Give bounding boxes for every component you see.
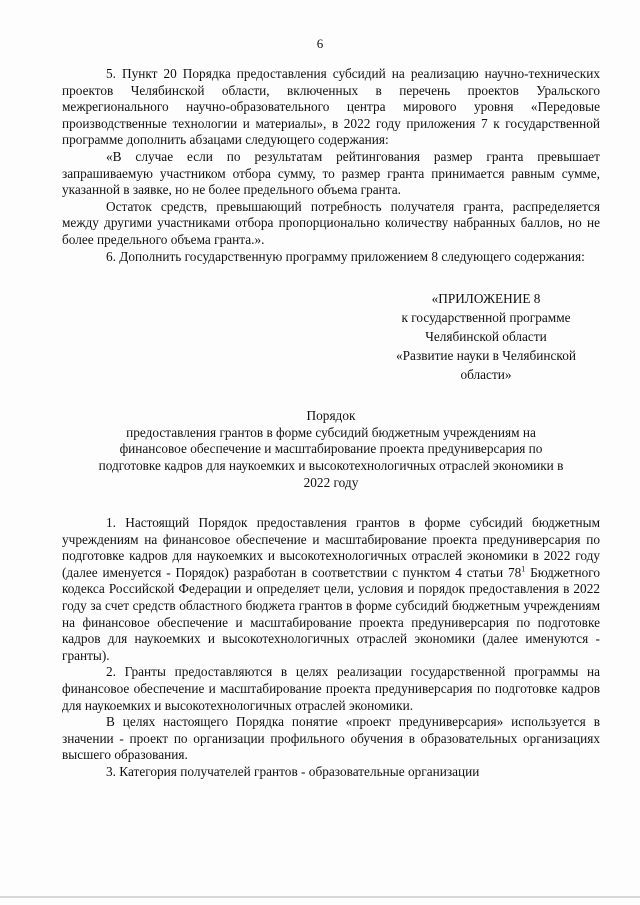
paragraph-5-quote-a: «В случае если по результатам рейтингования размер гранта превышает запрашиваемую участником отбора сумму, то размер гранта принимается равным сумме, указанной в заявке, но не более предельного объема гранта. [62, 148, 600, 198]
clause-1-superscript: 1 [521, 564, 526, 574]
clause-1 [62, 515, 600, 664]
document-title [62, 408, 600, 491]
title-line-5: 2022 году [303, 474, 359, 490]
document-body [62, 66, 600, 781]
title-line-1: Порядок [306, 408, 356, 424]
appendix-line-1: «ПРИЛОЖЕНИЕ 8 [431, 291, 541, 307]
paragraph-5: 5. Пункт 20 Порядка предоставления субсидий на реализацию научно-технических проектов Челябинской области, включенных в перечень проектов Уральского межрегионального научно-образовательного центра мирового уровня «Передовые производственные технологии и материалы», в 2022 году приложения 7 к государственной программе дополнить абзацами следующего содержания: [62, 66, 600, 148]
appendix-line-3: Челябинской области [425, 329, 547, 345]
scan-edge [0, 896, 640, 898]
title-line-3: финансовое обеспечение и масштабирование проекта предуниверсария по [119, 441, 543, 457]
paragraph-5-quote-b: Остаток средств, превышающий потребность получателя гранта, распределяется между другими участниками отбора пропорционально количеству набранных баллов, но не более предельного объема гранта.». [62, 198, 600, 247]
title-line-4: подготовке кадров для наукоемких и высокотехнологичных отраслей экономики в [98, 457, 564, 473]
page-number: 6 [316, 36, 324, 51]
clause-3: 3. Категория получателей грантов - образовательные организации [106, 764, 480, 779]
clause-1-text-b: Бюджетного кодекса Российской Федерации и определяет цели, условия и порядок предоставления в 2022 году за счет средств областного бюджета грантов в форме субсидий бюджетным учреждениям на финансовое обеспечение и масштабирование проекта предуниверсария по подготовке кадров для наукоемких и высокотехнологичных отраслей экономики (далее именуются - гранты). [62, 564, 600, 663]
clause-2: 2. Гранты предоставляются в целях реализации государственной программы на финансовое обеспечение и масштабирование проекта предуниверсария по подготовке кадров для наукоемких и высокотехнологичных отраслей экономики. [62, 664, 600, 713]
clause-1-text-a: 1. Настоящий Порядок предоставления грантов в форме субсидий бюджетным учреждениям на финансовое обеспечение и масштабирование проекта предуниверсария по подготовке кадров для наукоемких и высокотехнологичных отраслей экономики в 2022 году (далее именуется - Порядок) разработан в соответствии с пунктом 4 статьи 78 [62, 515, 600, 580]
appendix-header [372, 289, 600, 384]
paragraph-6: 6. Дополнить государственную программу приложением 8 следующего содержания: [106, 248, 585, 264]
appendix-line-4: «Развитие науки в Челябинской [396, 348, 576, 364]
appendix-line-5: области» [460, 367, 512, 383]
clause-2-definition: В целях настоящего Порядка понятие «проект предуниверсария» используется в значении - проект по организации профильного обучения в образовательных организациях высшего образования. [62, 714, 600, 763]
appendix-line-2: к государственной программе [401, 310, 571, 326]
title-line-2: предоставления грантов в форме субсидий бюджетным учреждениям на [126, 424, 536, 440]
